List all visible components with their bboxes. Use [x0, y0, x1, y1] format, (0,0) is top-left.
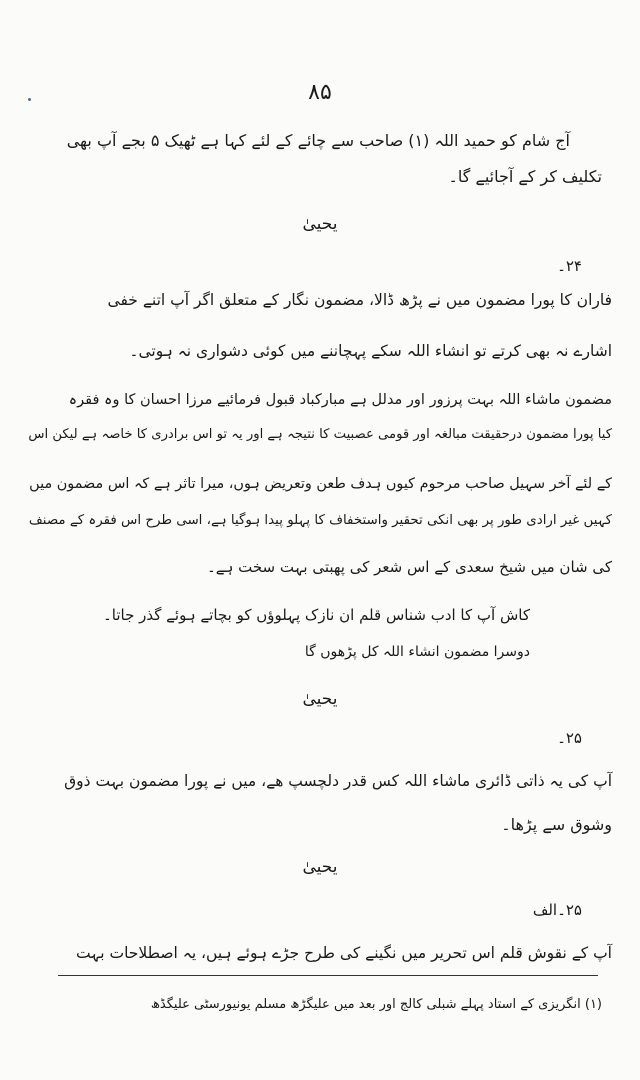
letter1-signature: یحییٰ [302, 214, 338, 234]
letter3-signature: یحییٰ [302, 857, 338, 877]
letter2-para2-line-2: کیا پورا مضمون درحقیقت مبالغہ اور قومی عصبیت کا نتیجہ ہے اور یہ تو اس برادری کا خاصہ ہے لیکن اس [28, 427, 612, 442]
letter2-number: ۲۴۔ [557, 257, 582, 275]
letter3-line-1: آپ کی یہ ذاتی ڈائری ماشاء اللہ کس قدر دلچسپ ھے، میں نے پورا مضمون بہت ذوق [64, 772, 612, 790]
page-number: ۸۵ [308, 80, 332, 105]
letter2-para2-line-5: کی شان میں شیخ سعدی کے اس شعر کی پھبتی بہت سخت ہے۔ [206, 558, 612, 576]
footnote: (۱) انگریزی کے استاد پہلے شبلی کالج اور بعد میں علیگڑھ مسلم یونیورسٹی علیگڈھ [150, 997, 602, 1012]
letter2-para1-line-2: اشارے نہ بھی کرتے تو انشاء اللہ سکے پہچاننے میں کوئی دشواری نہ ہوتی۔ [129, 342, 612, 360]
footnote-rule [58, 975, 598, 976]
letter4-line-1: آپ کے نقوش قلم اس تحریر میں نگینے کی طرح جڑے ہوئے ہیں، یہ اصطلاحات بہت [75, 944, 612, 962]
letter2-para1-line-1: فاران کا پورا مضمون میں نے پڑھ ڈالا، مضمون نگار کے متعلق اگر آپ اتنے خفی [107, 291, 612, 309]
letter3-number: ۲۵۔ [557, 729, 582, 747]
letter2-para2-line-3: کے لئے آخر سہیل صاحب مرحوم کیوں ہدف طعن وتعریض ہوں، میرا تاثر ہے کہ اس مضمون میں [29, 476, 612, 492]
letter3-line-2: وشوق سے پڑھا۔ [501, 815, 612, 834]
letter2-para2-line-1: مضمون ماشاء اللہ بہت پرزور اور مدلل ہے مبارکباد قبول فرمائیے مرزا احسان کا وہ فقرہ [68, 392, 612, 408]
letter2-para2-line-4: کہیں غیر ارادی طور پر بھی انکی تحقیر واستخفاف کا پہلو پیدا ہوگیا ہے، اسی طرح اس فقرہ کے مصنف [28, 513, 612, 528]
letter2-line-4: دوسرا مضمون انشاء اللہ کل پڑھوں گا [304, 644, 530, 660]
letter1-line-1: آج شام کو حمید اللہ (۱) صاحب سے چائے کے لئے کہا ہے ٹھیک ۵ بجے آپ بھی [66, 131, 570, 150]
letter2-signature: یحییٰ [302, 689, 338, 709]
letter2-line-3: کاش آپ کا ادب شناس قلم ان نازک پہلوؤں کو بچاتے ہوئے گذر جاتا۔ [102, 606, 530, 624]
letter4-number: ۲۵۔الف [532, 901, 582, 919]
letter1-line-2: تکلیف کر کے آجائیے گا۔ [448, 167, 602, 186]
